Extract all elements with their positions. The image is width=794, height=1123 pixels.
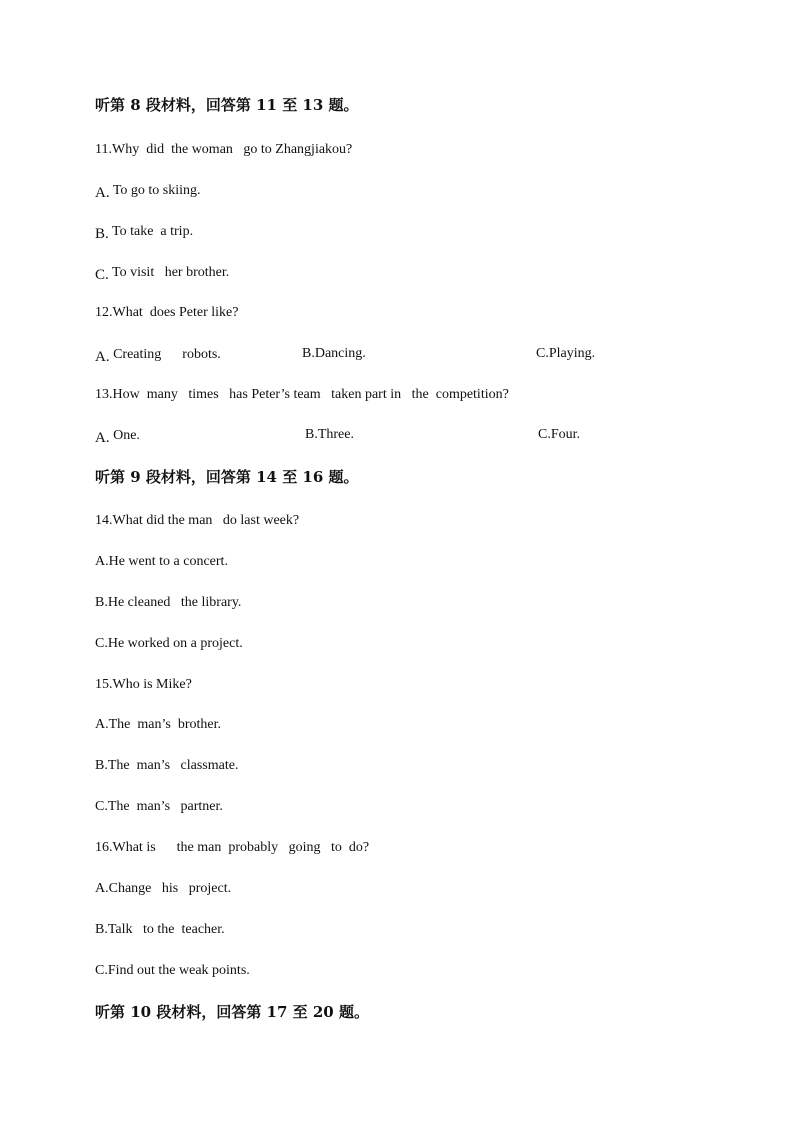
question-15-option-c: C.The man’s partner. — [95, 799, 223, 814]
option-text: To go to skiing. — [112, 183, 201, 198]
question-11-option-b — [95, 222, 193, 241]
question-11-option-a — [95, 181, 201, 200]
question-12-option-c: C.Playing. — [536, 346, 596, 361]
question-15-option-b: B.The man’s classmate. — [95, 758, 239, 773]
option-letter: A. — [95, 349, 110, 365]
option-letter: A. — [95, 430, 110, 446]
question-11-stem: 11.Why did the woman go to Zhangjiakou? — [95, 142, 353, 157]
question-12-option-a — [95, 345, 221, 364]
question-16-option-a: A.Change his project. — [95, 881, 232, 896]
option-text: To take a trip. — [112, 224, 194, 239]
question-14-option-c: C.He worked on a project. — [95, 636, 243, 651]
question-13-stem: 13.How many times has Peter’s team taken part in the competition? — [95, 387, 509, 402]
option-text: Creating robots. — [113, 347, 221, 362]
question-15-stem: 15.Who is Mike? — [95, 677, 192, 692]
question-14-option-b: B.He cleaned the library. — [95, 595, 242, 610]
question-12-option-b: B.Dancing. — [302, 346, 366, 361]
section-heading-8: 听第 8 段材料，回答第 11 至 13 题。 — [95, 96, 359, 114]
section-heading-9: 听第 9 段材料，回答第 14 至 16 题。 — [95, 468, 359, 486]
question-12-stem: 12.What does Peter like? — [95, 305, 239, 320]
question-11-option-c — [95, 263, 229, 282]
option-text: To visit her brother. — [112, 265, 230, 280]
question-14-stem: 14.What did the man do last week? — [95, 513, 300, 528]
question-15-option-a: A.The man’s brother. — [95, 717, 221, 732]
section-heading-10: 听第 10 段材料，回答第 17 至 20 题。 — [95, 1003, 369, 1021]
question-16-stem: 16.What is the man probably going to do? — [95, 840, 370, 855]
question-13-option-b: B.Three. — [305, 427, 354, 442]
question-16-option-c: C.Find out the weak points. — [95, 963, 250, 978]
option-letter: A. — [95, 185, 110, 201]
question-13-option-a — [95, 426, 140, 445]
question-13-option-c: C.Four. — [538, 427, 581, 442]
option-letter: B. — [95, 226, 109, 242]
option-text: One. — [113, 428, 140, 443]
question-16-option-b: B.Talk to the teacher. — [95, 922, 225, 937]
question-14-option-a: A.He went to a concert. — [95, 554, 228, 569]
option-letter: C. — [95, 267, 109, 283]
